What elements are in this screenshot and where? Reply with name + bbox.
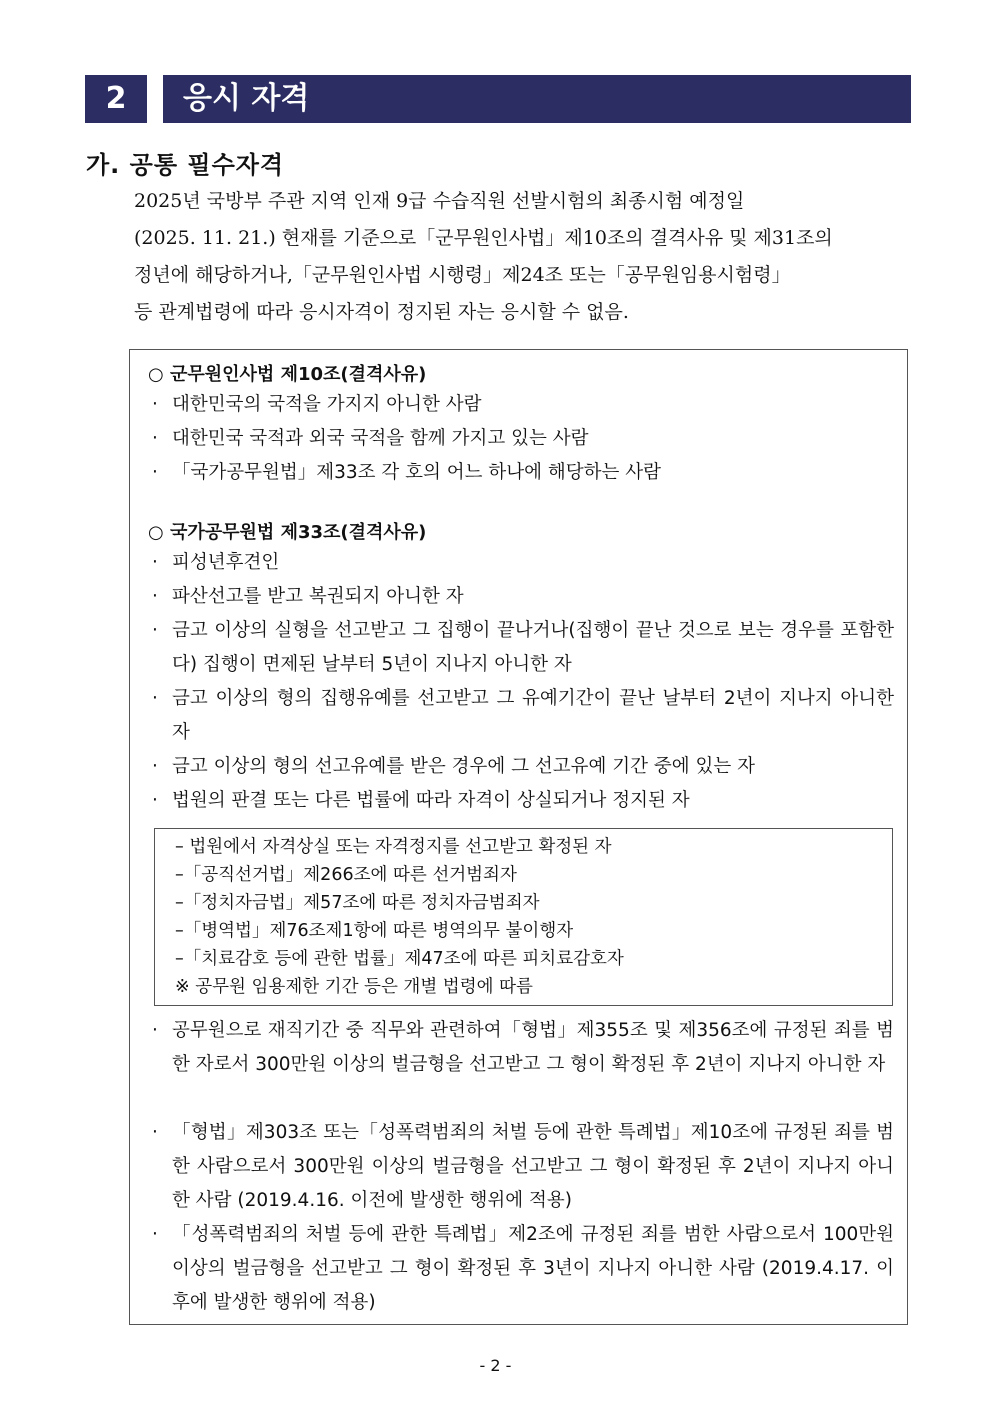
bullet: ·: [152, 462, 158, 483]
bullet: ·: [152, 428, 158, 449]
bullet: ·: [152, 586, 158, 607]
group1-title: ○ 군무원인사법 제10조(결격사유): [148, 364, 427, 385]
list-item: · 「성폭력범죄의 처벌 등에 관한 특례법」제2조에 규정된 죄를 범한 사람으로서 100만원 이상의 벌금형을 선고받고 그 형이 확정된 후 3년이 지나지 아니한 사람 (2019.4.17. 이후에 발생한 행위에 적용): [152, 1218, 894, 1320]
bullet: ·: [152, 790, 158, 811]
intro-paragraph: [134, 183, 910, 331]
note: ※ 공무원 임용제한 기간 등은 개별 법령에 따름: [175, 977, 533, 997]
bullet: ·: [152, 552, 158, 573]
disqualification-box: [129, 349, 908, 1325]
bullet: ·: [152, 620, 158, 641]
intro-line: 2025년 국방부 주관 지역 인재 9급 수습직원 선발시험의 최종시험 예정일: [134, 190, 745, 212]
sub-items-box: [154, 828, 893, 1006]
sub-item: –「정치자금법」제57조에 따른 정치자금범죄자: [175, 893, 540, 913]
intro-line: 정년에 해당하거나,「군무원인사법 시행령」제24조 또는「공무원임용시험령」: [134, 264, 791, 286]
bullet: ·: [152, 688, 158, 709]
list-item: · 피성년후견인: [152, 546, 894, 580]
page-number: - 2 -: [479, 1356, 512, 1375]
sub-item: – 법원에서 자격상실 또는 자격정지를 선고받고 확정된 자: [175, 837, 612, 857]
list-item: · 대한민국 국적과 외국 국적을 함께 가지고 있는 사람: [152, 422, 894, 456]
list-item: · 법원의 판결 또는 다른 법률에 따라 자격이 상실되거나 정지된 자: [152, 784, 894, 818]
section-number: 2: [85, 75, 147, 123]
sub-item: –「공직선거법」제266조에 따른 선거범죄자: [175, 865, 517, 885]
bullet: ·: [152, 1224, 158, 1245]
bullet: ·: [152, 756, 158, 777]
list-item: · 금고 이상의 형의 집행유예를 선고받고 그 유예기간이 끝난 날부터 2년이 지나지 아니한 자: [152, 682, 894, 750]
list-item: · 대한민국의 국적을 가지지 아니한 사람: [152, 388, 894, 422]
section-header: [85, 75, 911, 123]
sub-item: –「병역법」제76조제1항에 따른 병역의무 불이행자: [175, 921, 574, 941]
bullet: ·: [152, 1122, 158, 1143]
subheading: 가. 공통 필수자격: [86, 151, 285, 179]
intro-line: (2025. 11. 21.) 현재를 기준으로「군무원인사법」제10조의 결격사유 및 제31조의: [134, 227, 833, 249]
list-item: · 「국가공무원법」제33조 각 호의 어느 하나에 해당하는 사람: [152, 456, 894, 490]
section-title: 응시 자격: [163, 75, 911, 123]
list-item: · 파산선고를 받고 복권되지 아니한 자: [152, 580, 894, 614]
sub-item: –「치료감호 등에 관한 법률」제47조에 따른 피치료감호자: [175, 949, 624, 969]
list-item: · 금고 이상의 실형을 선고받고 그 집행이 끝나거나(집행이 끝난 것으로 보는 경우를 포함한다) 집행이 면제된 날부터 5년이 지나지 아니한 자: [152, 614, 894, 682]
group2-title: ○ 국가공무원법 제33조(결격사유): [148, 522, 427, 543]
bullet: ·: [152, 394, 158, 415]
bullet: ·: [152, 1020, 158, 1041]
list-item: · 공무원으로 재직기간 중 직무와 관련하여「형법」제355조 및 제356조에 규정된 죄를 범한 자로서 300만원 이상의 벌금형을 선고받고 그 형이 확정된 후 2년이 지나지 아니한 자: [152, 1014, 894, 1082]
list-item: · 금고 이상의 형의 선고유예를 받은 경우에 그 선고유예 기간 중에 있는 자: [152, 750, 894, 784]
list-item: · 「형법」제303조 또는「성폭력범죄의 처벌 등에 관한 특례법」제10조에 규정된 죄를 범한 사람으로서 300만원 이상의 벌금형을 선고받고 그 형이 확정된 후 2년이 지나지 아니한 사람 (2019.4.16. 이전에 발생한 행위에 적용): [152, 1116, 894, 1218]
intro-line: 등 관계법령에 따라 응시자격이 정지된 자는 응시할 수 없음.: [134, 301, 629, 323]
